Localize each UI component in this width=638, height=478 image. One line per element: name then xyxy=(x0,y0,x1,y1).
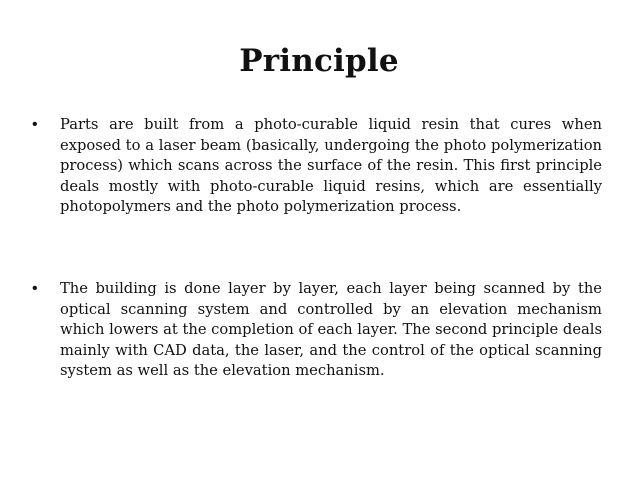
bullet-dot-icon: • xyxy=(32,280,38,297)
bullet-text: Parts are built from a photo-curable liquid resin that cures when exposed to a laser beam (basically, undergoing the photo polymerization process) which scans across the surface of the resin. This first principle deals mostly with photo-curable liquid resins, which are essentially photopolymers and the photo polymerization process. xyxy=(60,116,602,216)
bullet-item xyxy=(32,115,602,218)
bullet-list-first xyxy=(32,115,602,218)
bullet-item xyxy=(32,279,602,382)
bullet-text: The building is done layer by layer, each layer being scanned by the optical scanning system and controlled by an elevation mechanism which lowers at the completion of each layer. The second principle deals mainly with CAD data, the laser, and the control of the optical scanning system as well as the elevation mechanism. xyxy=(60,280,602,380)
bullet-list-second xyxy=(32,279,602,382)
bullet-dot-icon: • xyxy=(32,116,38,133)
slide-title: Principle xyxy=(239,43,399,79)
